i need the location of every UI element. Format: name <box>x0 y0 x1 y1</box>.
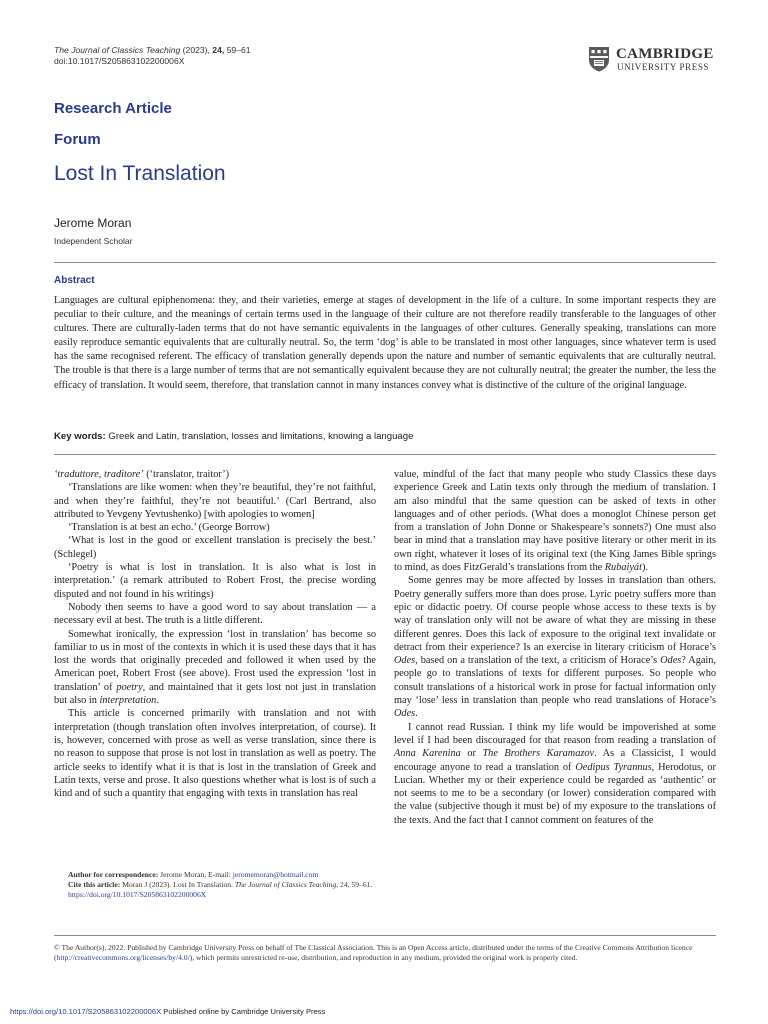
text-run: . As a Classicist, I would encourage anyone to read a translation of <box>394 748 717 773</box>
abstract-text: Languages are cultural epiphenomena: they, and their varieties, emerge at stages of development in the life of a culture. In some important respects they are peculiar to their culture, and the meanings of certain terms used in the language of their culture are not therefore readily transferable to the languages of other cultures. There are culturally-laden terms that do not have semantic equivalents in the languages of other cultures. Generally speaking, translations can more easily reproduce semantic equivalents that are culturally neutral. So, the term ‘dog’ is able to be translated in most other languages, since whatever term is used has the same recognised referent. The efficacy of translation generally depends upon the nature and number of semantic equivalents that are culturally neutral. The trouble is that there is a large number of terms that are not semantically equivalent because they are not culturally neutral; the greater the number, the less the efficacy of translation. It would seem, therefore, that translation cannot in many instances convey what is distinctive of the culture of the original language. <box>54 295 716 391</box>
correspondence-note <box>54 870 376 900</box>
divider <box>54 262 716 263</box>
text-run: ? Again, people go to translations of texts for different purposes. So people who consult translations of a historical work in prose for factual information only may ‘lose’ less in translation than people who read translations of Horace’s <box>394 655 716 707</box>
author-name: Jerome Moran <box>54 216 132 230</box>
text-italic: Odes <box>394 655 416 667</box>
publisher-name: CAMBRIDGE <box>616 46 714 62</box>
journal-pages: 59–61 <box>226 45 251 55</box>
quote: ‘Translation is at best an echo.’ (George Borrow) <box>68 522 270 534</box>
author-affiliation: Independent Scholar <box>54 236 133 246</box>
cite-line <box>54 880 376 900</box>
cite-journal: The Journal of Classics Teaching <box>234 880 337 889</box>
text-italic: interpretation <box>99 695 157 707</box>
epigraph <box>54 468 376 481</box>
text-run: value, mindful of the fact that many people who study Classics these days experience Greek and Latin texts only through the medium of translation. I am also mindful that the same question can be asked of texts in other languages and of other periods. (What does a monoglot Chinese person get from a translation of John Donne or Shakespeare’s sonnets?) One must also bear in mind that a translation may have positive literary or other merit in its own right, whatever it loses of its original text (the King James Bible springs to mind, as does FitzGerald’s translations from the <box>394 469 716 574</box>
text-run: , and maintained that it gets lost not just in translation but also in <box>54 681 376 707</box>
divider <box>54 935 716 936</box>
journal-name: The Journal of Classics Teaching <box>54 45 181 55</box>
body-column-left <box>54 468 376 800</box>
keywords <box>54 431 716 442</box>
text-italic: Odes <box>394 708 416 720</box>
email-link[interactable]: jeromemoran@hotmail.com <box>232 870 319 879</box>
paragraph <box>394 468 716 574</box>
cite-label: Cite this article: <box>68 880 121 889</box>
correspondence-line <box>54 870 376 880</box>
abstract-heading: Abstract <box>54 275 95 286</box>
epigraph-italic: ‘traduttore, traditore’ <box>54 469 144 480</box>
footer-published: Published online by Cambridge University Press <box>161 1007 326 1016</box>
page-footer <box>10 1007 325 1016</box>
quote: ‘Poetry is what is lost in translation. It is also what is lost in interpretation.’ (a remark attributed to Robert Frost, the precise wording disputed and not found in his writings) <box>54 562 376 600</box>
publisher-subname: UNIVERSITY PRESS <box>617 62 710 72</box>
journal-citation-header <box>54 45 251 67</box>
body-column-right <box>394 468 716 827</box>
text-italic: Odes <box>660 655 682 667</box>
quote: ‘What is lost in the good or excellent translation is precisely the best.’ (Schlegel) <box>54 535 376 560</box>
text-run: Some genres may be more affected by losses in translation than others. Poetry generally suffers more than does prose. Lyric poetry suffers more than epic or didactic poetry. Of course people whose access to these texts is by way of translation only will not be aware of what they are missing in these different genres. Does this lack of exposure to the original text invalidate or detract from their experience? Is an exercise in literary criticism of Horace’s <box>394 575 716 653</box>
paragraph <box>394 574 716 720</box>
paragraph <box>54 628 376 708</box>
doi-link[interactable]: https://doi.org/10.1017/S205863102200006X <box>68 890 207 899</box>
text-run: I cannot read Russian. I think my life would be impoverished at some level if I had been discouraged for that reason from reading a translation of <box>394 721 716 746</box>
text-italic: The Brothers Karamazov <box>482 748 595 760</box>
text-run: or <box>460 748 483 760</box>
journal-volume: 24, <box>212 45 225 55</box>
article-section: Forum <box>54 131 101 148</box>
text-italic: Anna Karenina <box>394 748 461 760</box>
text-run: ). <box>641 562 648 574</box>
keywords-text: Greek and Latin, translation, losses and limitations, knowing a language <box>108 431 414 442</box>
text-run: , Herodotus, or Lucian. Whether my or their experience could be regarded as ‘authentic’ or not seems to me to be a secondary (or lower) consideration compared with the value (subjective though it must be) of my exposure to the translations of the texts. And the fact that I cannot comment on features of the <box>394 761 716 826</box>
cite-tail: , 24, 59–61. <box>336 880 373 889</box>
text-run: Somewhat ironically, the expression ‘lost in translation’ has become so familiar to us in most of the contexts in which it is used these days that it has lost the words that originally preceded and followed it when used by the American poet, Robert Frost (see above). Frost used the expression ‘lost in translation’ of <box>54 628 376 693</box>
license-text: © The Author(s), 2022. Published by Cambridge University Press on behalf of The Classical Association. This is an Open Access article, distributed under the terms of the Creative Commons Attribution licence ( <box>54 943 693 963</box>
keywords-label: Key words: <box>54 431 106 442</box>
text-run: . <box>415 708 418 720</box>
cambridge-logo <box>588 46 718 74</box>
correspondence-text: Jerome Moran, E-mail: <box>158 870 233 879</box>
cambridge-shield-icon <box>588 46 610 72</box>
paragraph: Nobody then seems to have a good word to say about translation — a necessary evil at best. The truth is a little different. <box>54 601 376 627</box>
text-italic: Oedipus Tyrannus <box>575 761 652 773</box>
journal-year: (2023), <box>182 45 210 55</box>
paragraph <box>394 721 716 827</box>
license-link[interactable]: http://creativecommons.org/licenses/by/4.0/ <box>56 953 190 963</box>
text-italic: poetry <box>116 681 143 693</box>
text-run: . <box>156 695 159 707</box>
epigraph-rest: (‘translator, traitor’) <box>143 469 230 480</box>
cite-text: Moran J (2023). Lost In Translation. <box>120 880 235 889</box>
license-text: ), which permits unrestricted re-use, distribution, and reproduction in any medium, provided the original work is properly cited. <box>189 953 578 963</box>
license-note <box>54 943 716 963</box>
text-italic: Rubaiyát <box>604 562 642 574</box>
article-type: Research Article <box>54 100 172 117</box>
journal-line <box>54 45 251 56</box>
footer-doi-link[interactable]: https://doi.org/10.1017/S205863102200006X <box>10 1007 162 1016</box>
article-title: Lost In Translation <box>54 162 226 185</box>
journal-doi: doi:10.1017/S205863102200006X <box>54 56 185 66</box>
text-run: , based on a translation of the text, a criticism of Horace’s <box>415 655 661 667</box>
quote: ‘Translations are like women: when they’re beautiful, they’re not faithful, and when they’re faithful, they’re not beautiful.’ (Carl Bertrand, also attributed to Yevgeny Yevtushenko) [with apologies to women] <box>54 482 376 520</box>
paragraph: This article is concerned primarily with translation and not with interpretation (though translation often involves interpretation, of course). It is, however, concerned with prose as well as verse translation, since there is no reason to suppose that prose is not lost in translation as well as poetry. The article seeks to identify what it is that is lost in the translation of Greek and Latin texts, verse and prose. It also questions whether what is lost is of such a kind and of such a quantity that engaging with texts in translation has real <box>54 708 376 800</box>
divider <box>54 454 716 455</box>
correspondence-label: Author for correspondence: <box>68 870 159 879</box>
